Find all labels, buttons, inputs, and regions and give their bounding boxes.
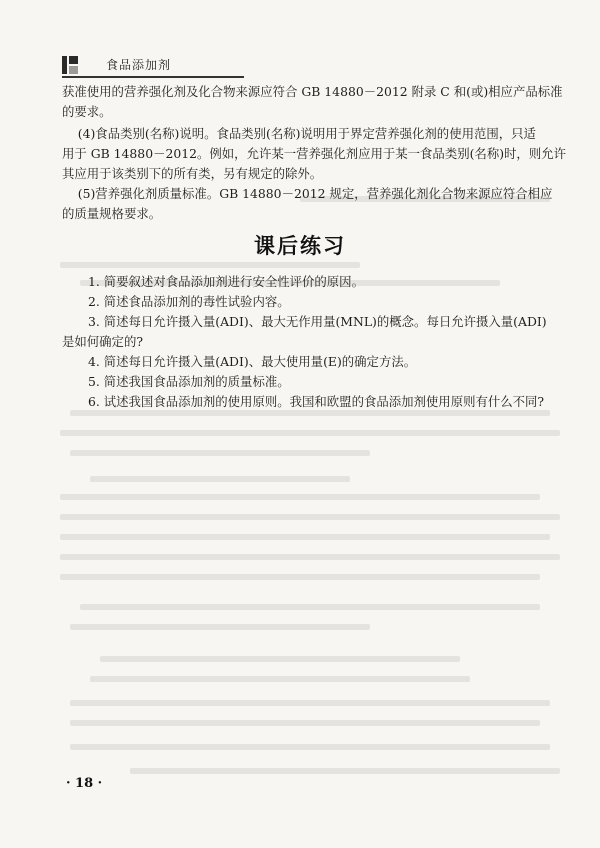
running-header	[62, 56, 244, 78]
page-number: · 18 ·	[66, 776, 103, 791]
body-line: 用于 GB 14880－2012。例如，允许某一营养强化剂应用于某一食品类别(名称)时，则允许	[62, 146, 566, 161]
body-line: 的质量规格要求。	[62, 206, 162, 221]
section-title: 课后练习	[254, 234, 346, 258]
exercise-item-continuation: 是如何确定的?	[62, 334, 143, 349]
header-rule	[62, 76, 244, 78]
header-title: 食品添加剂	[106, 58, 172, 72]
header-logo-mark	[62, 56, 78, 74]
exercise-item: 3. 简述每日允许摄入量(ADI)、最大无作用量(MNL)的概念。每日允许摄入量(ADI)	[88, 314, 547, 329]
exercise-item: 5. 简述我国食品添加剂的质量标准。	[88, 374, 290, 389]
body-line: 的要求。	[62, 104, 112, 119]
exercise-item: 4. 简述每日允许摄入量(ADI)、最大使用量(E)的确定方法。	[88, 354, 417, 369]
exercise-item: 1. 简要叙述对食品添加剂进行安全性评价的原因。	[88, 274, 364, 289]
body-line: 其应用于该类别下的所有类，另有规定的除外。	[62, 166, 323, 181]
body-line: (5)营养强化剂质量标准。GB 14880－2012 规定，营养强化剂化合物来源应符合相应	[62, 186, 553, 201]
body-line: (4)食品类别(名称)说明。食品类别(名称)说明用于界定营养强化剂的使用范围，只适	[62, 126, 536, 141]
exercise-item: 6. 试述我国食品添加剂的使用原则。我国和欧盟的食品添加剂使用原则有什么不同?	[88, 394, 545, 409]
body-line: 获准使用的营养强化剂及化合物来源应符合 GB 14880－2012 附录 C 和(或)相应产品标准	[62, 84, 563, 99]
exercise-item: 2. 简述食品添加剂的毒性试验内容。	[88, 294, 290, 309]
